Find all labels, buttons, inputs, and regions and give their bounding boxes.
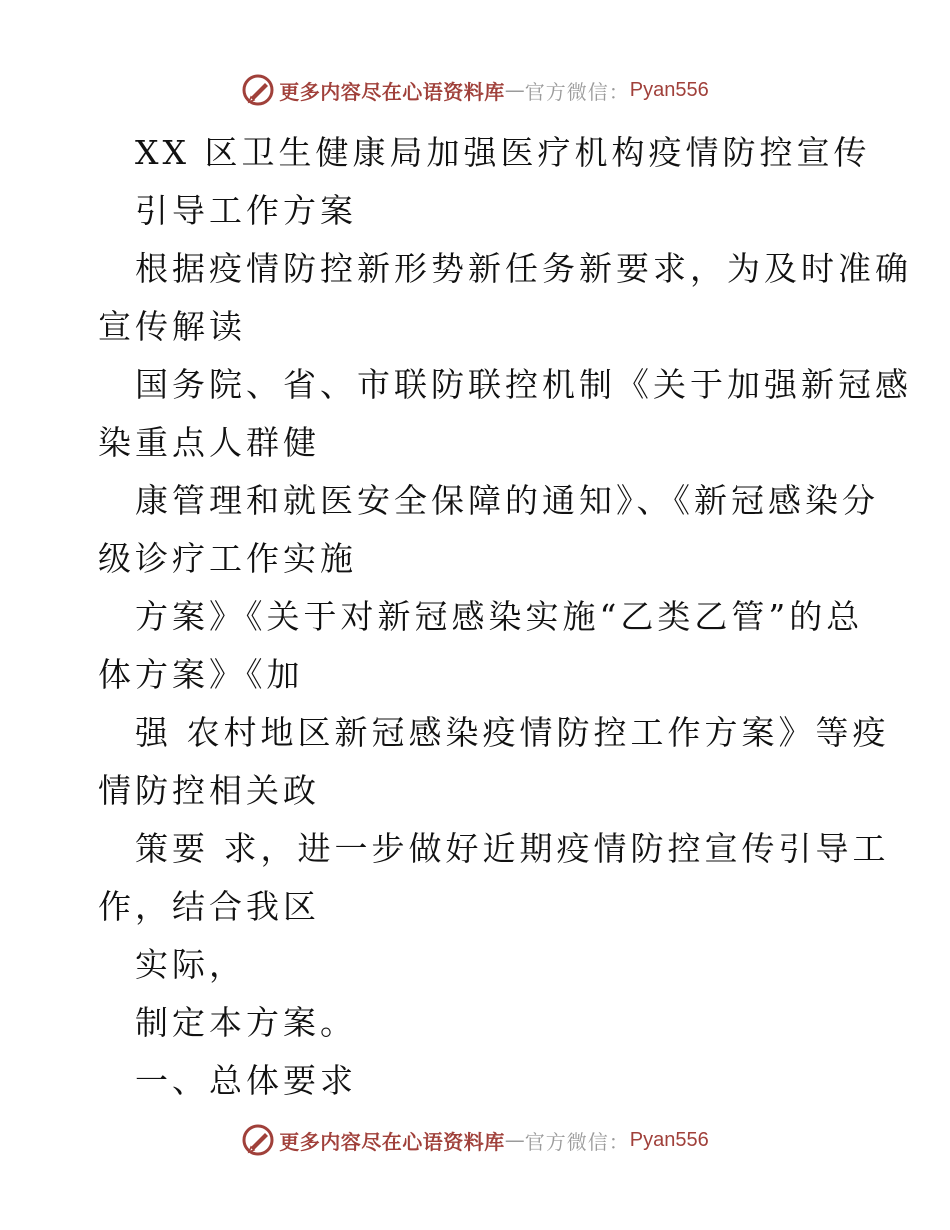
doc-text-line: 强 农村地区新冠感染疫情防控工作方案》等疫 (135, 713, 890, 752)
doc-text-line: 方案》《关于对新冠感染实施“乙类乙管”的总 (135, 597, 864, 636)
doc-text-line: 宣传解读 (98, 307, 246, 346)
banner-wechat-id: Pyan556 (629, 1128, 709, 1151)
doc-text-line: 级诊疗工作实施 (98, 539, 357, 578)
pen-logo-icon (241, 1123, 275, 1157)
banner-dash: — (504, 78, 525, 102)
doc-text-line: 根据疫情防控新形势新任务新要求，为及时准确 (135, 249, 912, 288)
doc-text-line: 制定本方案。 (135, 1003, 357, 1042)
doc-text-line: 情防控相关政 (98, 771, 320, 810)
doc-text-line: 康管理和就医安全保障的通知》、《新冠感染分 (135, 481, 879, 520)
doc-text-line: 染重点人群健 (98, 423, 320, 462)
doc-text-line: 体方案》《加 (98, 655, 304, 694)
banner-site-name: 更多内容尽在心语资料库 (279, 79, 505, 104)
banner-wechat-label: 官方微信： (524, 79, 630, 104)
doc-text-line: 作，结合我区 (98, 887, 320, 926)
doc-text-line: 国务院、省、市联防联控机制《关于加强新冠感 (135, 365, 912, 404)
doc-text-line: 策要 求，进一步做好近期疫情防控宣传引导工 (135, 829, 890, 868)
banner-dash: — (504, 1128, 525, 1152)
doc-title-line-1: XX 区卫生健康局加强医疗机构疫情防控宣传 (135, 133, 871, 172)
header-watermark-banner (0, 70, 950, 110)
banner-site-name: 更多内容尽在心语资料库 (279, 1129, 505, 1154)
banner-wechat-id: Pyan556 (629, 78, 709, 101)
document-body (98, 124, 912, 1110)
banner-wechat-label: 官方微信： (524, 1129, 630, 1154)
doc-title-line-2: 引导工作方案 (135, 191, 357, 230)
footer-watermark-banner (0, 1120, 950, 1160)
section-heading: 一、总体要求 (135, 1061, 357, 1100)
doc-text-line: 实际， (135, 945, 246, 984)
pen-logo-icon (241, 73, 275, 107)
